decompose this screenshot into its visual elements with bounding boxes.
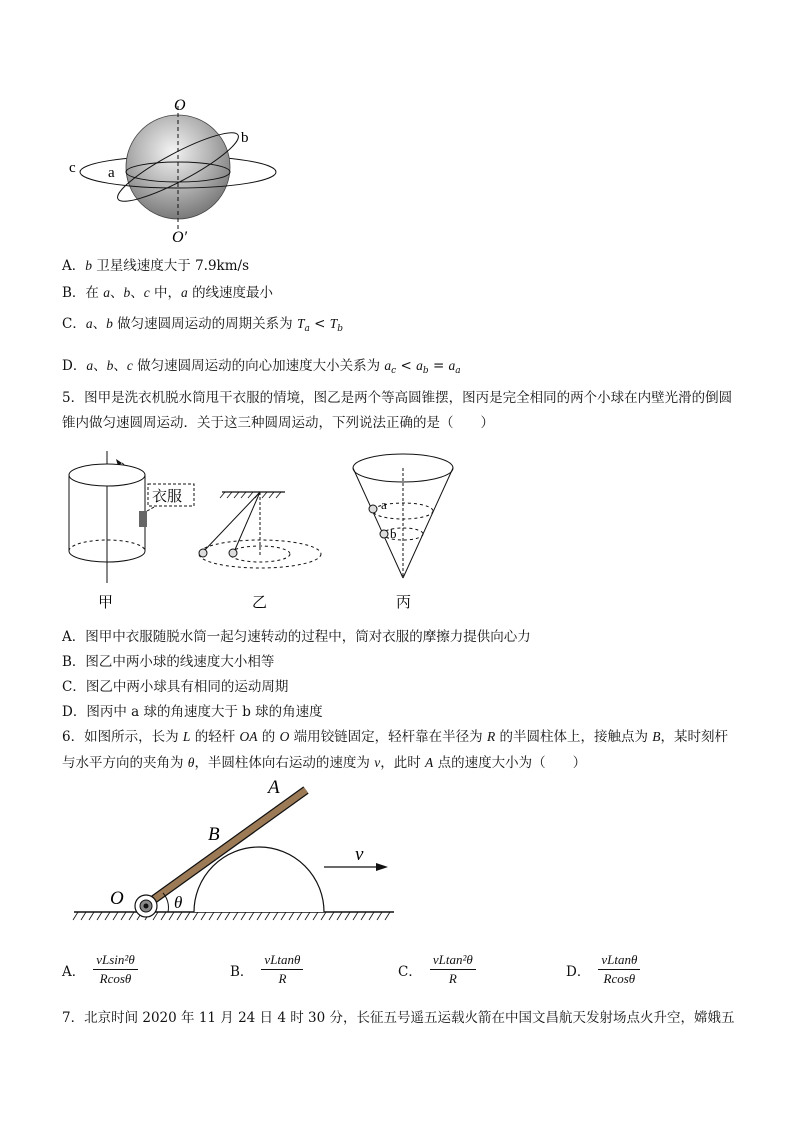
q6-option-b: B． $\frac{vLtan\theta}{R}$ (230, 952, 305, 987)
conical-pendulum-figure (199, 492, 321, 611)
q6-option-c: C． $\frac{\text{vLtan²θ}}{R}$ (398, 952, 478, 987)
label-theta: θ (174, 893, 183, 912)
inverted-cone-figure (353, 454, 453, 611)
label-c: c (69, 160, 76, 176)
q6-option-a: A． $\frac{\text{vLsin²θ}}{Rcos\theta}$ (62, 952, 140, 987)
dryer-drum-figure (69, 451, 194, 611)
q5-option-a: A．图甲中衣服随脱水筒一起匀速转动的过程中，筒对衣服的摩擦力提供向心力 (62, 629, 531, 645)
q5-option-b: B．图乙中两小球的线速度大小相等 (62, 654, 275, 670)
label-yi: 乙 (252, 595, 268, 611)
q4-option-b: B．在 a、b、c 中，a 的线速度最小 (62, 285, 274, 301)
label-bing: 丙 (396, 595, 412, 611)
q5-option-d: D．图丙中 a 球的角速度大于 b 球的角速度 (62, 704, 323, 720)
label-ball-b: b (390, 526, 397, 541)
q4-option-d: D．a、b、c 做匀速圆周运动的向心加速度大小关系为 $a_c < a_b = a_a$ (62, 358, 461, 376)
q6-stem: 6．如图所示，长为 L 的轻杆 OA 的 O 端用铰链固定，轻杆靠在半径为 R 的半圆柱体上，接触点为 B，某时刻杆与水平方向的夹角为 θ，半圆柱体向右运动的速度为 v，此时 A 点的速度大小为（ ） (62, 729, 729, 771)
earth-satellite-figure (60, 90, 290, 250)
label-v: v (355, 844, 364, 865)
q4-option-a: A．b 卫星线速度大于 7.9km/s (62, 258, 250, 274)
label-a: a (108, 165, 115, 181)
label-jia: 甲 (98, 595, 114, 611)
q6-rod-semicylinder-figure (70, 778, 400, 940)
label-A: A (268, 778, 280, 798)
label-b: b (241, 130, 249, 146)
clothes-patch (139, 511, 147, 527)
label-B: B (208, 824, 220, 845)
q6-option-d: D． $\frac{vLtan\theta}{Rcos\theta}$ (566, 952, 642, 987)
q5-option-c: C．图乙中两小球具有相同的运动周期 (62, 679, 289, 695)
q5-figure (60, 445, 480, 615)
label-ball-a: a (381, 497, 387, 512)
q5-stem: 5．图甲是洗衣机脱水筒甩干衣服的情境，图乙是两个等高圆锥摆，图丙是完全相同的两个小球在内壁光滑的倒圆锥内做匀速圆周运动．关于这三种圆周运动，下列说法正确的是（ ） (62, 390, 733, 431)
label-o-bottom: O′ (172, 229, 188, 246)
label-o-top: O (174, 97, 186, 114)
label-clothes: 衣服 (152, 489, 183, 505)
q4-option-c: C．a、b 做匀速圆周运动的周期关系为 $T_a < T_b$ (62, 316, 344, 334)
q7-stem: 7．北京时间 2020 年 11 月 24 日 4 时 30 分，长征五号遥五运载火箭在中国文昌航天发射场点火升空，嫦娥五 (62, 1010, 735, 1026)
label-O: O (110, 888, 124, 909)
